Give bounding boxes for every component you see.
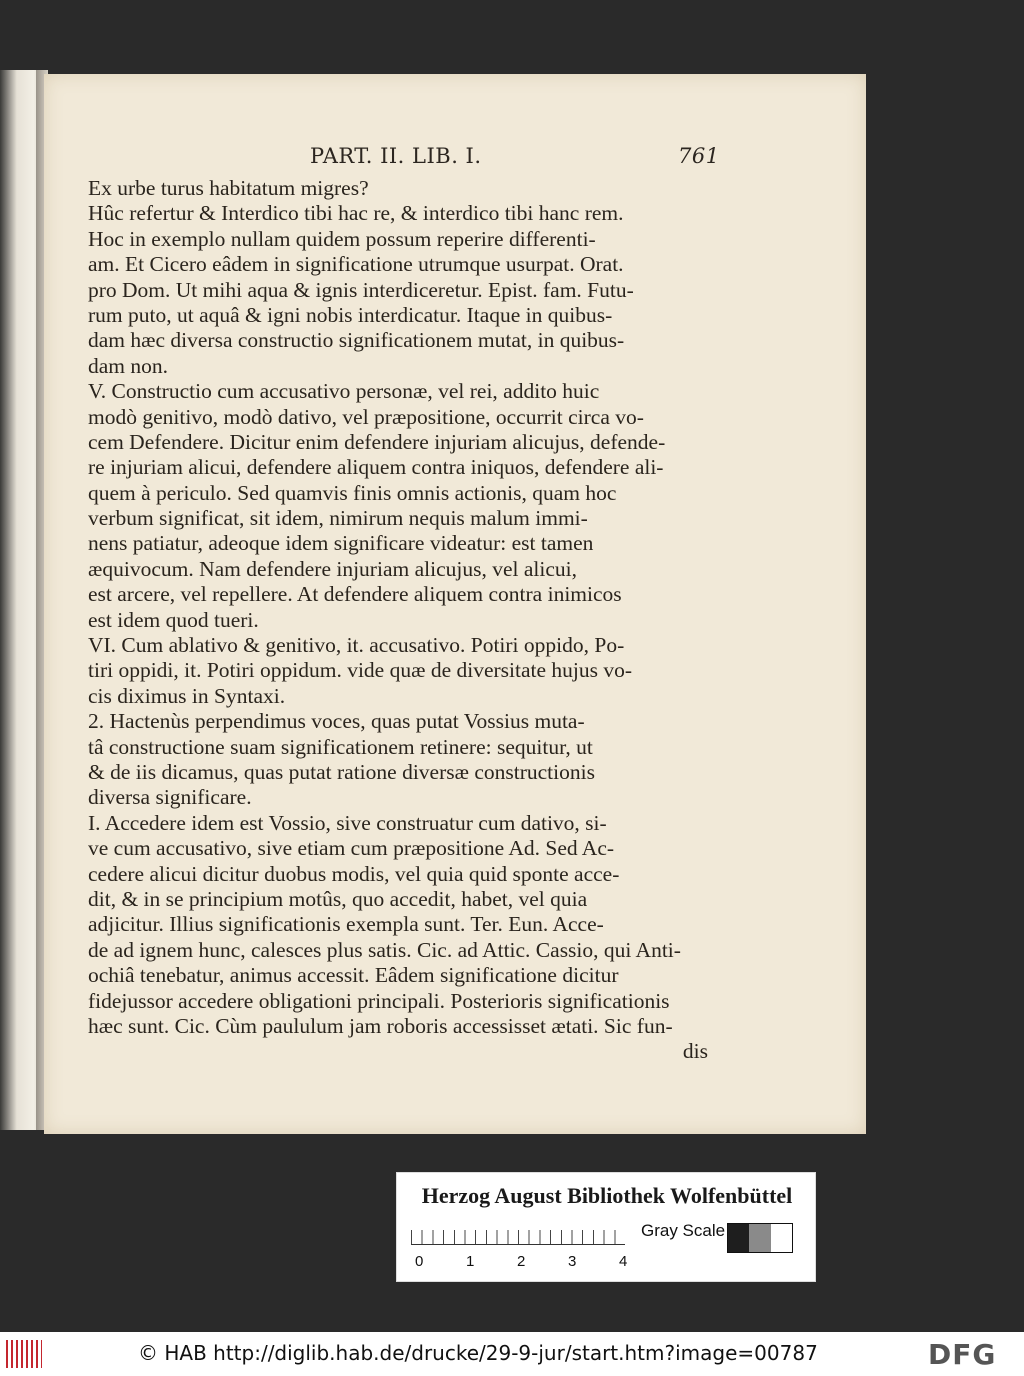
running-head xyxy=(310,144,730,174)
grayscale-label: Gray Scale xyxy=(641,1221,726,1240)
text-line: dit, & in se principium motûs, quo accedit, habet, vel quia xyxy=(88,886,588,911)
body-text xyxy=(88,176,708,1065)
page-number: 761 xyxy=(678,144,720,168)
dfg-logo: DFG xyxy=(928,1338,997,1371)
scale-number: 2 xyxy=(517,1253,526,1270)
text-line: re injuriam alicui, defendere aliquem contra iniquos, defendere ali- xyxy=(88,455,664,480)
barcode-icon xyxy=(6,1340,42,1368)
text-line: am. Et Cicero eâdem in significatione utrumque usurpat. Orat. xyxy=(88,252,624,277)
text-line: ve cum accusativo, sive etiam cum præpositione Ad. Sed Ac- xyxy=(88,836,615,861)
text-line: nens patiatur, adeoque idem significare videatur: est tamen xyxy=(88,531,594,556)
scale-number: 0 xyxy=(415,1253,424,1270)
text-line: & de iis dicamus, quas putat ratione diversæ constructionis xyxy=(88,759,595,784)
grayscale-swatch xyxy=(749,1224,770,1252)
text-line: hæc sunt. Cic. Cùm paululum jam roboris accessisset ætati. Sic fun- xyxy=(88,1013,673,1038)
text-line: dis xyxy=(682,1039,708,1064)
text-line: æquivocum. Nam defendere injuriam alicujus, vel alicui, xyxy=(88,556,577,581)
library-label xyxy=(396,1172,816,1282)
text-line: dam hæc diversa constructio significationem mutat, in quibus- xyxy=(88,328,625,353)
text-line: Hoc in exemplo nullam quidem possum reperire differenti- xyxy=(88,226,596,251)
text-line: est arcere, vel repellere. At defendere aliquem contra inimicos xyxy=(88,582,622,607)
scale-number: 3 xyxy=(568,1253,577,1270)
text-line: cis diximus in Syntaxi. xyxy=(88,683,286,708)
text-line: Hûc refertur & Interdico tibi hac re, & interdico tibi hanc rem. xyxy=(88,201,624,226)
text-line: VI. Cum ablativo & genitivo, it. accusativo. Potiri oppido, Po- xyxy=(88,633,625,658)
library-name: Herzog August Bibliothek Wolfenbüttel xyxy=(421,1183,793,1208)
grayscale-swatch xyxy=(771,1224,792,1252)
scale-number: 1 xyxy=(466,1253,475,1270)
scale-ruler xyxy=(411,1221,625,1245)
text-line: tiri oppidi, it. Potiri oppidum. vide quæ de diversitate hujus vo- xyxy=(88,658,633,683)
text-line: ochiâ tenebatur, animus accessit. Eâdem significatione dicitur xyxy=(88,963,619,988)
running-head-title: PART. II. LIB. I. xyxy=(310,144,482,168)
text-line: pro Dom. Ut mihi aqua & ignis interdiceretur. Epist. fam. Futu- xyxy=(88,277,634,302)
text-line: adjicitur. Illius significationis exempla sunt. Ter. Eun. Acce- xyxy=(88,912,604,937)
text-line: Ex urbe turus habitatum migres? xyxy=(88,176,369,200)
text-line: quem à periculo. Sed quamvis finis omnis actionis, quam hoc xyxy=(88,480,617,505)
text-line: I. Accedere idem est Vossio, sive construatur cum dativo, si- xyxy=(88,810,607,835)
text-line: V. Constructio cum accusativo personæ, vel rei, addito huic xyxy=(88,379,600,404)
footer-credit: © HAB http://diglib.hab.de/drucke/29-9-jur/start.htm?image=00787 xyxy=(138,1341,818,1365)
text-line: tâ constructione suam significationem retinere: sequitur, ut xyxy=(88,734,593,759)
text-line: 2. Hactenùs perpendimus voces, quas putat Vossius muta- xyxy=(88,709,585,734)
text-line: verbum significat, sit idem, nimirum nequis malum immi- xyxy=(88,506,588,531)
text-line: dam non. xyxy=(88,353,169,378)
footer-bar xyxy=(0,1332,1024,1376)
text-line: de ad ignem hunc, calesces plus satis. Cic. ad Attic. Cassio, qui Anti- xyxy=(88,937,681,962)
scale-ruler-numbers xyxy=(415,1253,645,1273)
text-line: fidejussor accedere obligationi principali. Posterioris significationis xyxy=(88,988,670,1013)
text-line: modò genitivo, modò dativo, vel præpositione, occurrit circa vo- xyxy=(88,404,644,429)
text-line: cem Defendere. Dicitur enim defendere injuriam alicujus, defende- xyxy=(88,429,666,454)
text-line: diversa significare. xyxy=(88,785,252,810)
text-line: est idem quod tueri. xyxy=(88,607,259,632)
text-line: cedere alicui dicitur duobus modis, vel quia quid sponte acce- xyxy=(88,861,620,886)
grayscale-swatches xyxy=(727,1223,793,1253)
text-line: rum puto, ut aquâ & igni nobis interdicatur. Itaque in quibus- xyxy=(88,302,613,327)
grayscale-swatch xyxy=(728,1224,749,1252)
scale-number: 4 xyxy=(619,1253,628,1270)
